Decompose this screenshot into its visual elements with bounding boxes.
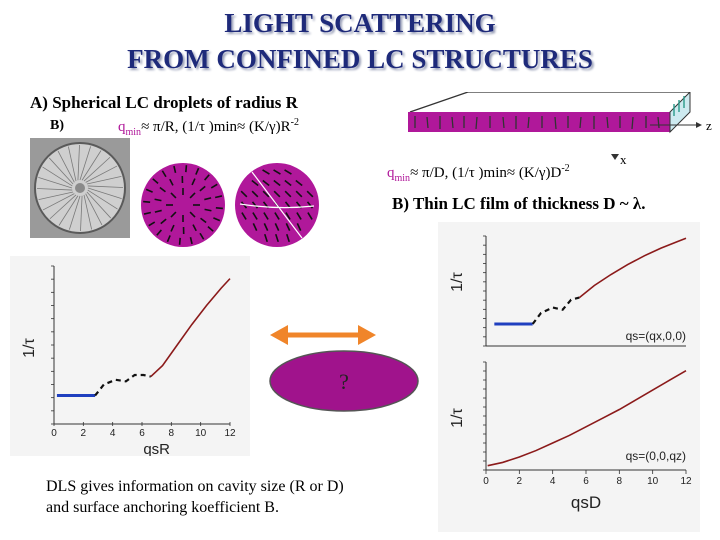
formula-droplets <box>118 117 299 138</box>
chart-a-tick-label-4: 8 <box>168 428 175 439</box>
title-line-2: FROM CONFINED LC STRUCTURES <box>127 44 593 74</box>
formula-sub: min <box>125 127 142 138</box>
double-arrow-icon <box>268 322 378 348</box>
question-oval <box>266 348 422 414</box>
title-line-1: LIGHT SCATTERING <box>224 8 496 38</box>
chart-b-bottom-tick-label-3: 6 <box>583 476 589 487</box>
series-dashed-1 <box>533 298 580 324</box>
chart-b-bottom-tick-label-1: 2 <box>516 476 523 487</box>
section-b-heading: B) Thin LC film of thickness D ~ λ. <box>392 194 646 213</box>
note-line-1: DLS gives information on cavity size (R or D) <box>46 478 344 495</box>
formula-b-q: q <box>387 165 395 181</box>
chart-b-bottom-tick-label-2: 4 <box>549 476 556 487</box>
chart-b-bottom-legend: qs=(0,0,qz) <box>625 449 686 463</box>
film-edge-top-left <box>410 92 468 112</box>
formula-exp: -2 <box>290 117 300 128</box>
chart-b-top-ylabel: 1/τ <box>449 272 466 292</box>
x-axis-arrow-icon <box>611 154 619 160</box>
section-a-heading: A) Spherical LC droplets of radius R <box>30 93 298 112</box>
chart-b-bottom-tick-label-6: 12 <box>680 476 692 487</box>
chart-a-tick-label-5: 10 <box>195 428 207 439</box>
droplet-radial-body <box>141 163 225 247</box>
chart-a-tick-label-2: 4 <box>109 428 116 439</box>
chart-droplets <box>10 256 250 456</box>
chart-a-tick-label-1: 2 <box>80 428 87 439</box>
axis-x-label: x <box>620 152 627 167</box>
film-side <box>670 92 690 132</box>
film-diagram <box>400 92 720 172</box>
film-slab <box>408 112 670 132</box>
droplet-photo <box>30 138 130 238</box>
section-a-sublabel: B) <box>50 118 64 133</box>
chart-b-xlabel: qsD <box>570 493 602 512</box>
chart-a-ylabel: 1/τ <box>21 338 38 358</box>
chart-a-tick-label-6: 12 <box>224 428 236 439</box>
formula-rest: ≈ π/R, (1/τ )min≈ (K/γ)R <box>141 119 291 135</box>
oval-label: ? <box>339 369 349 394</box>
formula-q: q <box>118 119 126 135</box>
formula-b-rest: ≈ π/D, (1/τ )min≈ (K/γ)D <box>410 165 562 181</box>
series-dashed-1 <box>95 375 151 396</box>
formula-b-sub: min <box>394 173 411 184</box>
photo-center <box>75 183 85 193</box>
formula-film <box>387 163 570 184</box>
axis-arrow-icon <box>696 122 702 128</box>
chart-b-top-legend: qs=(qx,0,0) <box>625 329 686 343</box>
series-curve-2 <box>151 279 230 377</box>
chart-b-bottom-tick-label-4: 8 <box>616 476 623 487</box>
droplet-diagram-radial <box>138 160 228 250</box>
chart-b-bottom-tick-label-0: 0 <box>483 476 489 487</box>
chart-b-bottom-ylabel: 1/τ <box>449 408 466 428</box>
chart-a-tick-label-0: 0 <box>51 428 57 439</box>
axis-z-label: z <box>706 118 712 133</box>
chart-a-xlabel: qsR <box>143 441 171 456</box>
droplet-diagram-bipolar <box>232 160 322 250</box>
formula-b-exp: -2 <box>561 163 570 174</box>
chart-a-tick-label-3: 6 <box>139 428 145 439</box>
note-line-2: and surface anchoring koefficient B. <box>46 499 279 516</box>
chart-b-bottom-tick-label-5: 10 <box>647 476 659 487</box>
series-curve-2 <box>579 238 686 297</box>
conclusion-note <box>46 476 344 518</box>
chart-film <box>438 222 700 532</box>
